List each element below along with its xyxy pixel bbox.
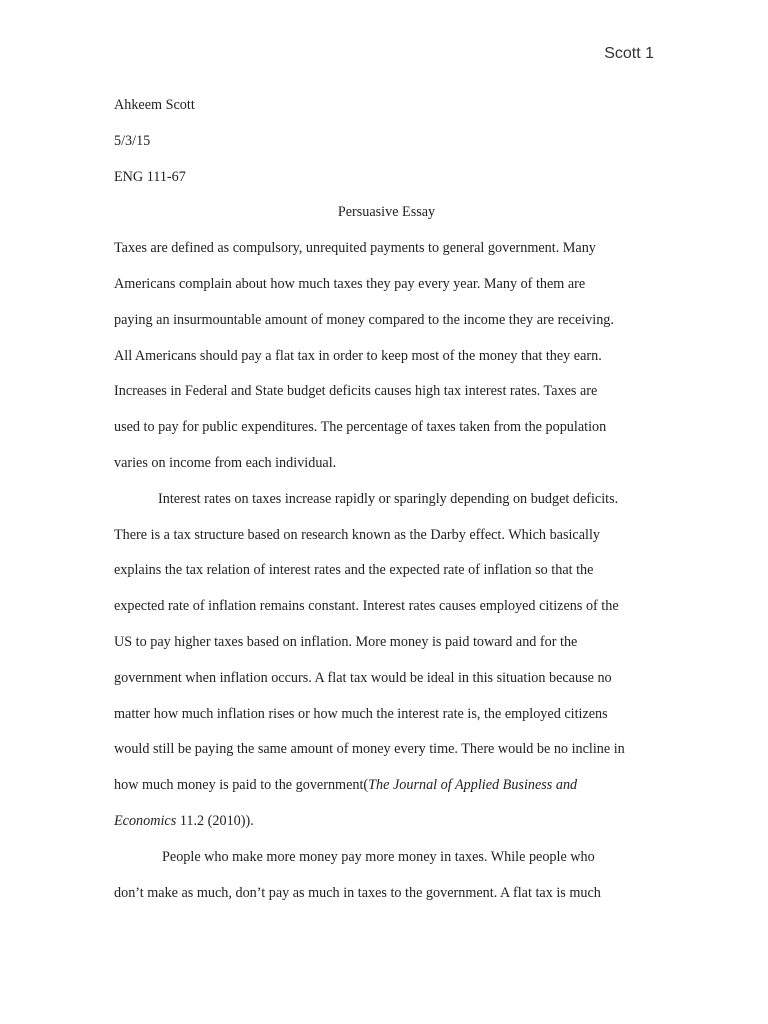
paragraph-line: paying an insurmountable amount of money compared to the income they are receiving. bbox=[114, 311, 614, 328]
paragraph-line: expected rate of inflation remains constant. Interest rates causes employed citizens of the bbox=[114, 598, 619, 615]
essay-body bbox=[114, 88, 659, 911]
running-head: Scott 1 bbox=[604, 45, 654, 62]
paragraph-line: All Americans should pay a flat tax in order to keep most of the money that they earn. bbox=[114, 347, 602, 364]
citation-line bbox=[114, 768, 659, 804]
paragraph-3 bbox=[114, 840, 659, 912]
author-name: Ahkeem Scott bbox=[114, 97, 195, 113]
course-code: ENG 111-67 bbox=[114, 168, 186, 185]
paragraph-line: would still be paying the same amount of money every time. There would be no incline in bbox=[114, 741, 625, 758]
paragraph-line: matter how much inflation rises or how much the interest rate is, the employed citizens bbox=[114, 705, 608, 722]
citation-volume: 11.2 (2010)). bbox=[176, 812, 254, 829]
paragraph-1 bbox=[114, 231, 659, 482]
paragraph-line: explains the tax relation of interest rates and the expected rate of inflation so that the bbox=[114, 562, 594, 579]
paragraph-line: There is a tax structure based on research known as the Darby effect. Which basically bbox=[114, 526, 600, 543]
citation-lead: how much money is paid to the government( bbox=[114, 777, 369, 794]
citation-line bbox=[114, 804, 659, 840]
paragraph-line: Americans complain about how much taxes they pay every year. Many of them are bbox=[114, 275, 586, 292]
paragraph-line: People who make more money pay more money in taxes. While people who bbox=[162, 848, 595, 865]
paragraph-line: used to pay for public expenditures. The percentage of taxes taken from the population bbox=[114, 419, 607, 436]
paragraph-line: don’t make as much, don’t pay as much in taxes to the government. A flat tax is much bbox=[114, 884, 601, 901]
paragraph-line: US to pay higher taxes based on inflation. More money is paid toward and for the bbox=[114, 633, 578, 650]
paragraph-line: Taxes are defined as compulsory, unrequited payments to general government. Many bbox=[114, 240, 596, 257]
essay-date: 5/3/15 bbox=[114, 132, 151, 149]
paragraph-line: Increases in Federal and State budget deficits causes high tax interest rates. Taxes are bbox=[114, 383, 598, 400]
paragraph-line: government when inflation occurs. A flat tax would be ideal in this situation because no bbox=[114, 669, 612, 686]
citation-source-title: The Journal of Applied Business and bbox=[368, 777, 578, 794]
paragraph-2 bbox=[114, 482, 659, 840]
paragraph-line: Interest rates on taxes increase rapidly or sparingly depending on budget deficits. bbox=[158, 490, 619, 507]
paragraph-line: varies on income from each individual. bbox=[114, 454, 337, 471]
citation-source-title: Economics bbox=[114, 812, 177, 829]
essay-title: Persuasive Essay bbox=[337, 204, 436, 221]
